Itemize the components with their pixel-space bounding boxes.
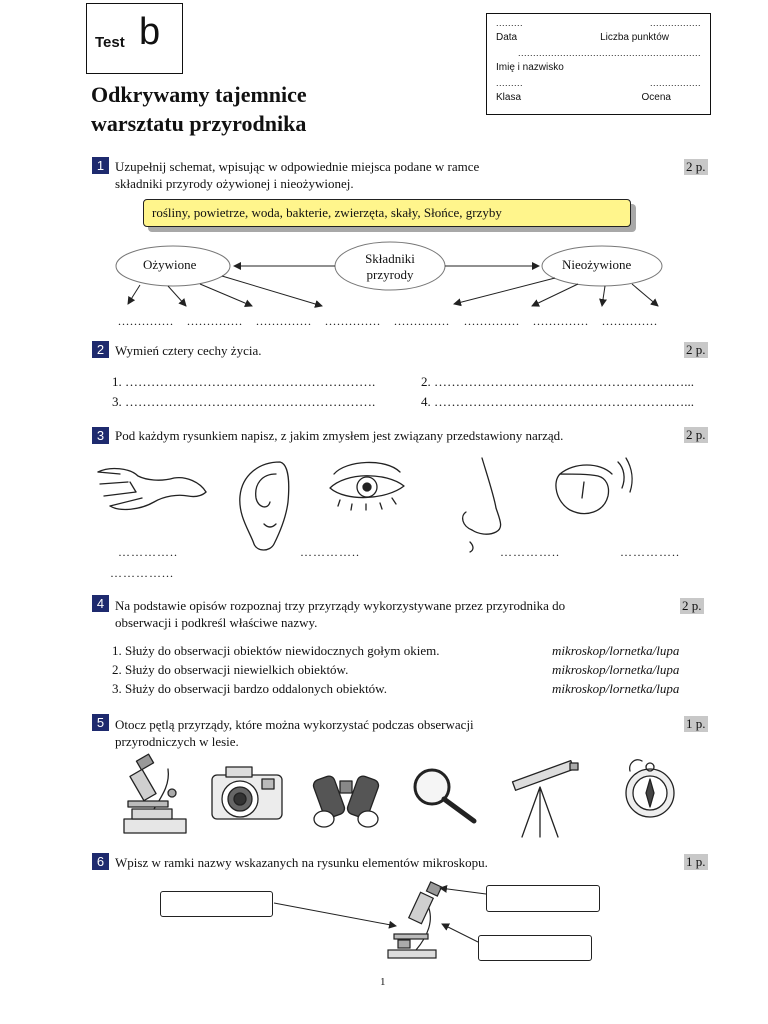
instrument-description-2: 2. Służy do obserwacji niewielkich obiektów. — [112, 662, 349, 677]
title-line-2: warsztatu przyrodnika — [91, 111, 307, 136]
scheme-blank-6: .............. — [464, 314, 520, 328]
oval-inanimate-label: Nieożywione — [562, 257, 632, 272]
oval-center-label — [359, 251, 421, 283]
arrow-inanimate-4 — [632, 284, 658, 306]
question-5-number: 5 — [92, 714, 109, 731]
question-4-line-1: Na podstawie opisów rozpoznaj trzy przyrządy wykorzystywane przez przyrodnika do — [115, 598, 566, 613]
oval-center-line-2: przyrody — [366, 267, 414, 282]
oval-center-line-1: Składniki — [365, 251, 415, 266]
magnifying-glass-icon — [415, 770, 474, 821]
sense-blank-5: …………... — [110, 566, 174, 580]
question-4-points: 2 p. — [682, 598, 702, 613]
scheme-blank-3: .............. — [256, 314, 312, 328]
page-number: 1 — [380, 976, 386, 988]
question-1-line-2: składniki przyrody ożywionej i nieożywionej. — [115, 176, 354, 191]
points-label: Liczba punktów — [600, 32, 669, 43]
arrow-animate-4 — [222, 276, 322, 306]
nose-icon — [463, 458, 501, 552]
arrow-animate-1 — [128, 285, 140, 304]
question-5-points: 1 p. — [686, 716, 706, 731]
question-2-text: Wymień cztery cechy życia. — [115, 343, 262, 358]
compass-icon — [626, 760, 674, 817]
answer-line-3: 3. …………………………………………………. — [112, 394, 376, 409]
word-bank: rośliny, powietrze, woda, bakterie, zwierzęta, skały, Słońce, grzyby — [143, 199, 631, 227]
microscope-diagram — [270, 876, 490, 966]
date-dots: ......... — [496, 18, 524, 28]
tongue-icon — [556, 458, 632, 514]
sense-blank-3: ………….. — [500, 545, 560, 559]
question-4-number: 4 — [92, 595, 109, 612]
instrument-options-3[interactable]: mikroskop/lornetka/lupa — [552, 681, 680, 696]
pointer-line-3 — [442, 924, 478, 942]
microscope-label-box-2[interactable] — [486, 885, 600, 912]
question-2-number: 2 — [92, 341, 109, 358]
ear-icon — [240, 462, 289, 550]
instrument-description-1: 1. Służy do obserwacji obiektów niewidocznych gołym okiem. — [112, 643, 440, 658]
instrument-options-1[interactable]: mikroskop/lornetka/lupa — [552, 643, 680, 658]
answer-line-1: 1. …………………………………………………. — [112, 374, 376, 389]
question-3-number: 3 — [92, 427, 109, 444]
question-4-text — [115, 597, 565, 631]
arrow-inanimate-2 — [532, 284, 578, 306]
instrument-options-2[interactable]: mikroskop/lornetka/lupa — [552, 662, 680, 677]
date-label: Data — [496, 32, 518, 43]
page-title — [91, 80, 307, 138]
answer-line-2: 2. ……………………………………………….…... — [421, 374, 694, 389]
eye-icon — [330, 462, 404, 510]
scheme-blank-2: .............. — [187, 314, 243, 328]
arrow-inanimate-1 — [454, 278, 555, 304]
camera-icon — [212, 767, 282, 819]
microscope-icon — [124, 754, 186, 833]
sense-blank-4: ………….. — [620, 545, 680, 559]
telescope-icon — [513, 761, 578, 837]
small-microscope-icon — [388, 882, 442, 958]
answer-line-4: 4. ……………………………………………….…... — [421, 394, 694, 409]
question-3-text: Pod każdym rysunkiem napisz, z jakim zmysłem jest związany przedstawiony narząd. — [115, 428, 564, 443]
question-6-number: 6 — [92, 853, 109, 870]
scheme-blank-5: .............. — [394, 314, 450, 328]
name-label: Imię i nazwisko — [496, 62, 564, 73]
oval-animate-label: Ożywione — [143, 257, 197, 272]
test-variant: b — [139, 11, 161, 53]
test-variant-box — [86, 3, 183, 74]
hand-icon — [98, 469, 206, 510]
class-label: Klasa — [496, 92, 522, 103]
arrow-animate-2 — [168, 286, 186, 306]
student-info-box — [486, 13, 711, 115]
scheme-blank-1: .............. — [118, 314, 174, 328]
microscope-label-box-3[interactable] — [478, 935, 592, 961]
pointer-line-2 — [440, 888, 486, 894]
question-1-points: 2 p. — [686, 159, 706, 174]
sense-blank-1: ………….. — [118, 545, 178, 559]
sense-organs-drawings — [90, 452, 650, 554]
instrument-description-3: 3. Służy do obserwacji bardzo oddalonych obiektów. — [112, 681, 387, 696]
arrow-animate-3 — [200, 284, 252, 306]
microscope-label-box-1[interactable] — [160, 891, 273, 917]
question-1-line-1: Uzupełnij schemat, wpisując w odpowiednie miejsca podane w ramce — [115, 159, 480, 174]
question-5-text — [115, 716, 474, 750]
instruments-drawings — [110, 753, 700, 841]
question-6-text: Wpisz w ramki nazwy wskazanych na rysunku elementów mikroskopu. — [115, 855, 488, 870]
test-label: Test — [95, 34, 125, 51]
name-dots: ............................................................. — [517, 48, 701, 58]
arrow-inanimate-3 — [602, 286, 605, 306]
points-dots: ................. — [649, 18, 701, 28]
question-4-line-2: obserwacji i podkreśl właściwe nazwy. — [115, 615, 318, 630]
grade-dots: ................. — [649, 78, 701, 88]
question-3-points: 2 p. — [686, 427, 706, 442]
grade-label: Ocena — [641, 92, 671, 103]
question-1-text — [115, 158, 479, 192]
question-2-points: 2 p. — [686, 342, 706, 357]
scheme-blank-7: .............. — [533, 314, 589, 328]
sense-blank-2: ………….. — [300, 545, 360, 559]
scheme-blank-4: .............. — [325, 314, 381, 328]
question-5-line-1: Otocz pętlą przyrządy, które można wykorzystać podczas obserwacji — [115, 717, 474, 732]
question-5-line-2: przyrodniczych w lesie. — [115, 734, 239, 749]
binoculars-icon — [312, 774, 380, 827]
pointer-line-1 — [274, 903, 396, 926]
title-line-1: Odkrywamy tajemnice — [91, 82, 307, 107]
scheme-blank-8: .............. — [602, 314, 658, 328]
question-6-points: 1 p. — [686, 854, 706, 869]
class-dots: ......... — [496, 78, 524, 88]
question-1-number: 1 — [92, 157, 109, 174]
